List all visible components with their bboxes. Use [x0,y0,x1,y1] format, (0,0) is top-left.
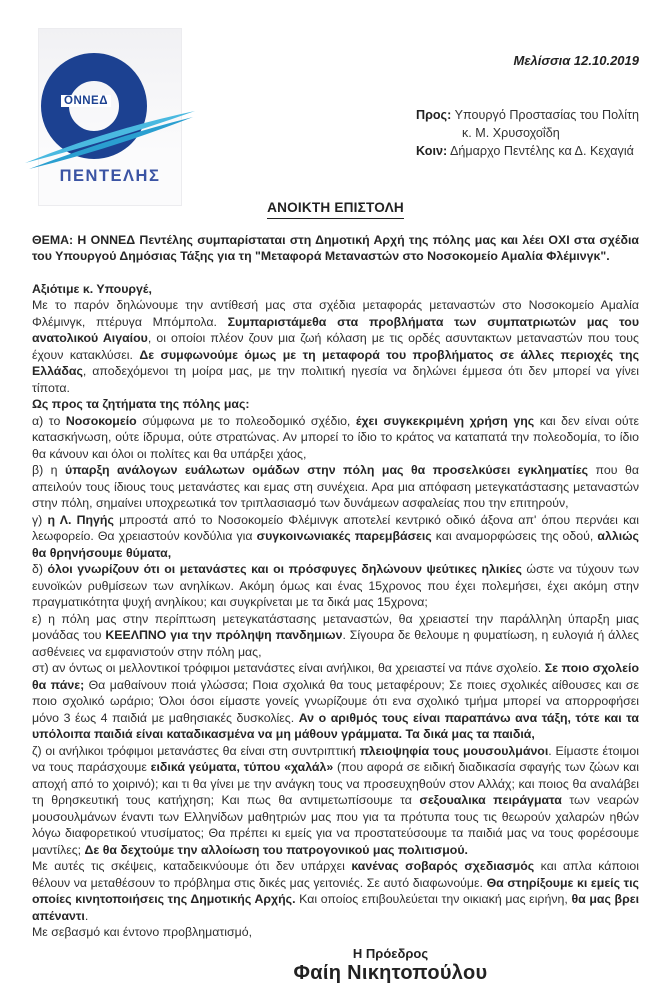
text-run: (που αφορά σε ειδική διαδικασία σφαγής των ζώων και αποχή από το χοιρινό); και τι θα γίνει με την ανάγκη τους να προσευχηθούν στον Αλλάχ; και ποιος θα αναλάβει τη θρησκευτική τους κατήχηση; Και πως θα αντιμετωπίσουμε τα [32,760,639,807]
text-run: και αναμορφώσεις της οδού, [431,529,598,543]
paragraph [32,281,639,298]
paragraphs-container [32,232,639,941]
text-run: η Λ. Πηγής [47,512,114,527]
recipient-person-line: κ. Μ. Χρυσοχοΐδη [461,126,560,140]
text-run: ύπαρξη ανάλογων ευάλωτων ομάδων στην πόλη μας θα προσελκύσει εγκληματίες [65,463,589,477]
text-run: σεξουαλικα πειράγματα [419,793,562,807]
text-run: δ) [32,562,48,576]
text-run: πλειοψηφία τους μουσουλμάνοι [359,743,549,758]
text-run: β) η [32,463,66,477]
paragraph [32,924,639,941]
signature-role: Η Πρόεδρος [352,945,429,961]
text-run: κανένας σοβαρός σχεδιασμός [351,859,535,873]
text-run: των νεαρών μουσουλμάνων έναντι των Ελληνίδων μαθητριών μας που για τα πρότυπα τους τις θεωρούν χαλαρών ηθών λόγω διαφορετικού ντυσίματος; Θα πρέπει κι εμείς για να προστατεύσουμε τα παιδιά μας να τους φορέσουμε μαντίλες; [32,793,639,857]
text-run: Και οποίος επιβουλεύεται την οικιακή μας ειρήνη, [295,892,572,906]
text-run: Θα μαθαίνουν ποιά γλώσσα; Ποια σχολικά θα τους μεταφέρουν; Σε ποιες σχολικές αίθουσες και σε ποιο σχολικό ωράριο; Όλοι όσοι είμαστε γονείς γνωρίζουμε ότι ενα σχολικό τμήμα μπορεί να απορροφήσει μόνο 3 έως 4 παιδιά με μαθησιακές δυσκολίες. [32,677,639,725]
to-text: Υπουργό Προστασίας του Πολίτη [451,108,639,122]
logo-org-text: ΟΝΝΕΔ [61,95,111,107]
text-run: ΘΕΜΑ: Η ΟΝΝΕΔ Πεντέλης συμπαρίσταται στη Δημοτική Αρχή της πόλης μας και λέει ΟΧΙ στα σχέδια του Υπουργού Δημόσιας Τάξης για τη "Μεταφορά Μεταναστών στο Νοσοκομείο Αμαλία Φλέμινγκ". [32,232,639,263]
paragraph [32,413,639,463]
signature-name: Φαίη Νικητοπούλου [293,962,488,984]
paragraph [32,561,639,611]
paragraph [32,611,639,661]
text-run: , αποδεχόμενοι τη μοίρα μας, με την πολιτική ηγεσία να δηλώνει έμμεσα ότι δεν μπορεί να γίνει τίποτα. [32,364,639,395]
text-run: σύμφωνα με το πολεοδομικό σχέδιο, [136,413,356,428]
text-run: στ) αν όντως οι μελλοντικοί τρόφιμοι μετανάστες είναι ανήλικοι, θα χρειαστεί να πάνε σχολείο. [32,661,545,675]
text-run: Σε ποιο σχολείο θα πάνε; [32,661,639,692]
place-and-date: Μελίσσια 12.10.2019 [513,53,639,68]
text-run: Συμπαριστάμεθα στα προβλήματα των συμπατριωτών μας του ανατολικού Αιγαίου [32,314,639,345]
signature-block [87,946,670,982]
text-run: ειδικά γεύματα, τύπου «χαλάλ» [150,760,334,774]
recipient-cc-line [416,142,639,160]
text-run: ε) η πόλη μας στην περίπτωση μετεγκατάστασης μεταναστών, θα χρειαστεί την παράλληλη ύπαρξη μιας μονάδας του [32,611,639,642]
text-run: που θα απειλούν τους ίδιους τους μετανάστες και εμας στη συνέχεια. Αρα μια απόφαση μετεγκατάστασης μεταναστών στην πόλη, σημαίνει υποχρεωτικά τον τριπλασιασμό των δυνάμεων ασφαλείας που την επιτηρούν, [32,463,639,510]
text-run: Με αυτές τις σκέψεις, καταδεικνύουμε ότι δεν υπάρχει [32,859,352,873]
recipient-block [416,106,639,160]
text-run: Θα στηρίξουμε κι εμείς τις οποίες κινητοποιήσεις της Δημοτικής Αρχής. [32,875,639,906]
text-run: Δε θα δεχτούμε την αλλοίωση του πατρογονικού μας πολιτισμού. [84,842,468,857]
paragraph [32,512,639,562]
text-run: Με το παρόν δηλώνουμε την αντίθεσή μας στα σχέδια μεταφοράς μεταναστών στο Νοσοκομείο Αμαλία Φλέμινγκ, πτέρυγα Μπόμπολα. [32,298,639,329]
text-run: μπροστά από το Νοσοκομείο Φλέμινγκ αποτελεί κεντρικό οδικό άξονα απ' όπου περνάει και λεωφορείο. Θα χρειαστούν κονδύλια για [32,512,640,543]
cc-label: Κοιν: [415,144,448,158]
paragraph [32,660,639,743]
text-run: . Σίγουρα δε θελουμε η φυματίωση, η ευλογιά ή άλλες ασθένειες να εμφανιστούν στην πόλη μας, [32,628,639,659]
logo-branch-text: ΠΕΝΤΕΛΗΣ [59,167,161,185]
text-run: συγκοινωνιακές παρεμβάσεις [256,529,432,543]
title-row [32,200,639,219]
paragraph [32,396,639,413]
text-run: όλοι γνωρίζουν ότι οι μετανάστες και οι πρόσφυγες δηλώνουν ψεύτικες ηλικίες [47,562,522,576]
paragraph [32,297,639,396]
text-run: ζ) οι ανήλικοι τρόφιμοι μετανάστες θα είναι στη συντριπτική [32,743,360,758]
text-run: ώστε να τύχουν των ευνοϊκών ρυθμίσεων των ανηλίκων. Ακόμη όμως και ένας 15χρονος που έχει πολεμήσει, έχει ακόμη στην πραγματικότητα ψυχή ανηλίκου; και συγκρίνεται με τα δικά μας 15χρονα; [32,562,640,609]
cc-text: Δήμαρχο Πεντέλης κα Δ. Κεχαγιά [447,144,634,158]
text-run: , οι οποίοι πλέον ζουν μια ζωή κόλαση με τις ορδές ασυντακτων μεταναστών που τους έχουν κατακλύσει. [32,331,639,362]
text-run: Με σεβασμό και έντονο προβληματισμό, [32,925,253,939]
paragraph [32,858,639,924]
text-run: Ως προς τα ζητήματα της πόλης μας: [32,397,250,411]
text-run: θα μας βρει απέναντι [32,892,639,923]
paragraph [32,462,639,512]
recipient-to-line [416,106,639,124]
text-run: Νοσοκομείο [65,413,137,428]
paragraph [32,232,639,265]
text-run: και απλα κάποιοι θέλουν να μεταθέσουν το πρόβλημα στις δικές μας γειτονιές. Σε αυτό διαφωνούμε. [32,859,640,890]
text-run: Αξιότιμε κ. Υπουργέ, [32,281,152,296]
text-run: γ) [32,512,48,527]
text-run: Δε συμφωνούμε όμως με τη μεταφορά του προβλήματος σε άλλες περιοχές της Ελλάδας [32,347,639,378]
onned-pentelis-logo [38,28,182,206]
text-run: α) το [32,413,66,428]
letter-body [32,200,639,982]
paragraph [32,743,639,859]
to-label: Προς: [415,108,452,122]
text-run: . [84,908,89,923]
text-run: Αν ο αριθμός τους είναι παραπάνω ανα τάξη, τότε και τα υπόλοιπα παιδιά είναι καταδικασμένα να μη μάθουν γράμματα. Τα δικά μας τα παιδιά, [32,710,639,741]
text-run: . Είμαστε έτοιμοι να τους παράσχουμε [32,743,640,774]
text-run: και δεν είναι ούτε κατασκήνωση, ούτε ίδρυμα, ούτε στρατώνας. Αν μπορεί το ίδιο το κράτος να καταπατά την πολεοδομία, το ίδιο θα κάνουν και όλοι οι πολίτες και θα υπάρξει χάος, [32,413,639,461]
text-run: έχει συγκεκριμένη χρήση γης [355,413,535,428]
text-run: ΚΕΕΛΠΝΟ για την πρόληψη πανδημιων [105,628,343,642]
letter-title: ΑΝΟΙΚΤΗ ΕΠΙΣΤΟΛΗ [267,200,404,219]
text-run: αλλιώς θα θρηνήσουμε θύματα, [32,529,639,560]
